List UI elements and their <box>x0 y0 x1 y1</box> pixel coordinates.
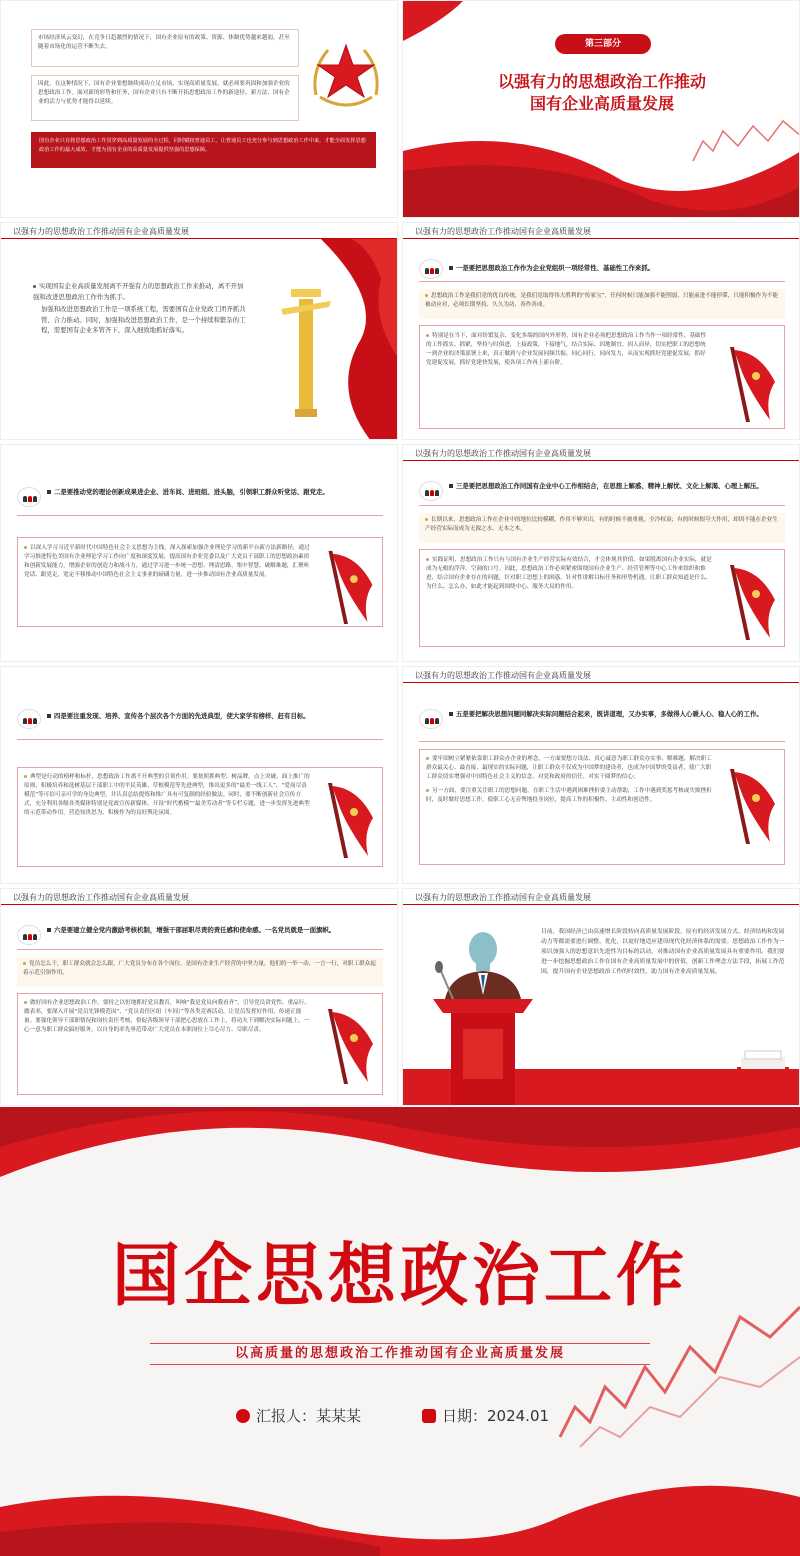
bullet-icon <box>33 285 36 288</box>
slide4-heading <box>449 263 789 273</box>
party-flag-icon <box>720 764 780 844</box>
text-box-1 <box>31 29 299 67</box>
people-icon <box>419 259 443 279</box>
bullet-icon <box>23 962 26 965</box>
date-text: 日期：2024.01 <box>442 1407 550 1425</box>
slide-9[interactable] <box>0 888 398 1106</box>
reporter-field <box>236 1405 361 1426</box>
cover-ribbon-decoration <box>0 1107 800 1556</box>
party-flag-icon <box>720 342 780 422</box>
slide-header <box>403 889 799 905</box>
slide-header <box>403 445 799 461</box>
divider <box>17 739 383 740</box>
bordered-box <box>17 993 383 1095</box>
bordered-box <box>419 325 785 429</box>
bullet-icon <box>426 558 429 561</box>
slide1-p2: 因此，在这种情况下，国有企业要想继续成功立足市场，实现高质量发展，就必须要巩固和加强企业的思想政治工作。面对新的形势和任务，国有企业只有不断开拓思想政治工作的新途径、新方法，国有企业的活力与优势才能得以延续。 <box>38 81 290 105</box>
slide9-cream <box>17 957 383 981</box>
slide-10[interactable] <box>402 888 800 1106</box>
calendar-icon <box>422 1409 436 1423</box>
party-flag-icon <box>720 560 780 640</box>
star-wreath-icon <box>306 35 386 115</box>
divider <box>419 741 785 742</box>
slide4-body <box>420 326 716 374</box>
slide5-body <box>18 538 318 586</box>
slide4-cream <box>419 289 785 313</box>
slide1-p3: 国有企业只有将思想政治工作贯穿到高质量发展的全过程，同时赋权普通员工，让普通员工也充分参与到思想政治工作中来，才能全面发挥思想政治工作的最大成效，才能为国有企业的高质量发展提供坚强的思想保障。 <box>39 138 366 153</box>
slide3-content <box>33 281 248 336</box>
party-flag-icon <box>318 778 378 858</box>
slide-header-title: 以强有力的思想政治工作推动国有企业高质量发展 <box>13 893 189 902</box>
slide6-cream <box>419 513 785 537</box>
book-stack-icon <box>733 1047 793 1087</box>
slide-5[interactable] <box>0 444 398 662</box>
cover-slide[interactable] <box>0 1107 800 1556</box>
slide6-heading <box>449 481 789 491</box>
slide-8[interactable] <box>402 666 800 884</box>
slide-7[interactable] <box>0 666 398 884</box>
divider <box>419 505 785 506</box>
slide6-body-text: 实践证明，思想政治工作只有与国有企业生产经营实际有效结合，才会体现其价值。如果脱离国有企业实际，就是成为无根的浮萍、空洞的口号。因此，思想政治工作必须紧密围绕国有企业生产、经营管理等中心工作来组织和推进，结合国有企业存在的问题，针对职工思想上的困惑，针对性讲解目标任务和形势机遇，让职工群众知道是什么、为什么、怎么办，如此才能起到围绕中心、服务大局的作用。 <box>426 557 712 590</box>
slide8-heading-text: 五是要把解决思想问题同解决实际问题结合起来，既讲道理，又办实事，多做得人心暖人心、稳人心的工作。 <box>456 710 763 718</box>
slide7-heading-text: 四是要注重发现、培养、宣传各个层次各个方面的先进典型，使大家学有榜样、赶有目标。 <box>54 712 310 720</box>
slide-3[interactable] <box>0 222 398 440</box>
slide8-b1 <box>420 750 720 787</box>
people-icon <box>17 487 41 507</box>
slide6-heading-text: 三是要把思想政治工作同国有企业中心工作相结合，在思想上解惑、精神上解忧、文化上解渴、心理上解压。 <box>456 482 763 490</box>
bordered-box <box>419 749 785 865</box>
slide3-p2: 加强和改进思想政治工作是一项系统工程，需要国有企业党政工团齐抓共管、合力推动。同时，加强和改进思想政治工作，是一个持续和繁杂的工程，需要国有企业多管齐下、深入细致地抓好落实。 <box>41 305 246 334</box>
slide-2-section[interactable] <box>402 0 800 218</box>
bordered-box <box>17 767 383 867</box>
square-bullet-icon <box>449 484 453 488</box>
slide-header <box>403 223 799 239</box>
cream-box <box>419 513 785 543</box>
text-box-2 <box>31 75 299 121</box>
slide4-body-text: 特别是在当下，面对纷繁复杂、变化多端的国内外形势，国有企业必须把思想政治工作当作一项经常性、基础性的工作抓实、抓紧，坚持与时俱进，上接政策，下接地气，结合实际、因地制宜、因人而异，切实把职工的思想统一到企业的决策部署上来，真正做到与企业发展同频共振、同心同行，同向发力，从而实现抓好党建促发展，抓好党建促发展，抓好党建快发展，使各项工作再上新台阶。 <box>426 333 707 366</box>
slide3-p1-text: 实现国有企业高质量发展离不开强有力的思想政治工作来推动，离不开加强和改进思想政治工作作为抓手。 <box>33 282 244 301</box>
slide-header <box>1 889 397 905</box>
square-bullet-icon <box>47 490 51 494</box>
cover-title: 国企思想政治工作 <box>111 1237 688 1316</box>
date-field <box>422 1405 549 1426</box>
bullet-icon <box>24 546 27 549</box>
section-title <box>403 71 800 115</box>
slide4-cream-text: 思想政治工作是我们党的优良传统，是我们党取得伟大胜利的“传家宝”，任何时候只能加强不能削弱，只能前进不能停滞，只能积极作为不能被动应对，必须长期坚持、久久为功、善作善成。 <box>425 293 779 308</box>
slide3-p1 <box>33 281 248 302</box>
slide9-heading <box>47 925 377 935</box>
slide9-cream-text: 党员怎么干，职工群众就会怎么跟。广大党员分布在各个岗位，是国有企业生产经营的中坚力量，他们的一举一动、一言一行，对职工群众起着示范引领作用。 <box>23 961 376 976</box>
slide-header-title: 以强有力的思想政治工作推动国有企业高质量发展 <box>415 671 591 680</box>
people-icon <box>17 709 41 729</box>
slide8-b1-text: 要牢固树立紧紧依靠职工群众办企业的理念，一方面要想方设法、真心诚意为职工群众办实事、解难题，解决职工群众最关心、最直接、最现实的实际问题，让职工群众不仅成为中国梦的建设者，也成为中国梦的受益者，使广大职工群众切实增强对中国特色社会主义的信念，对党和政府的信任、对实干圆梦的信心； <box>426 756 712 780</box>
cream-box <box>419 289 785 319</box>
bullet-icon <box>24 1001 27 1004</box>
slide10-body: 目前，我国经济已由高速增长阶段转向高质量发展阶段，原有的经济发展方式、经济结构和发展动力等都需要进行调整、优化，以更好地适应建设现代化经济体系的需要。思想政治工作作为一项以加强人的思想意识先进性为目标的活动，对推动国有企业高质量发展具有重要作用。我们要进一步挖掘思想政治工作在国有企业高质量发展中的价值，创新工作理念方法手段，拓展工作范围，提升国有企业思想政治工作的时效性，助力国有企业高质量发展。 <box>541 929 785 975</box>
bullet-icon <box>425 518 428 521</box>
divider <box>419 281 785 282</box>
people-icon <box>419 709 443 729</box>
slide8-b2 <box>420 787 720 805</box>
slide-header-title: 以强有力的思想政治工作推动国有企业高质量发展 <box>415 893 591 902</box>
square-bullet-icon <box>449 266 453 270</box>
divider <box>17 515 383 516</box>
user-icon <box>236 1409 250 1423</box>
slide5-heading <box>47 487 387 497</box>
slide-header-title: 以强有力的思想政治工作推动国有企业高质量发展 <box>415 227 591 236</box>
slide-1[interactable] <box>0 0 398 218</box>
bullet-icon <box>425 294 428 297</box>
slide5-heading-text: 二是要推动党的理论创新成果进企业、进车间、进班组、进头脑，引领职工群众听党话、跟党走。 <box>54 488 329 496</box>
slide8-b2-text: 另一方面，要注重关注职工的思想问题，在职工生活中遇到困难挫折要主动帮助，工作中遇到奖惩考核或失败挫折时，及时做好思想工作，使职工心无旁骛地投身岗位，提高工作的积极性、主动性和创造性。 <box>426 788 712 803</box>
slide4-heading-text: 一是要把思想政治工作作为企业党组织一项经常性、基础性工作来抓。 <box>456 264 655 272</box>
slide8-heading <box>449 709 779 719</box>
slide6-body <box>420 550 720 598</box>
bordered-box <box>17 537 383 627</box>
reporter-text: 汇报人：某某某 <box>256 1407 362 1425</box>
cover-subtitle: 以高质量的思想政治工作推动国有企业高质量发展 <box>150 1343 650 1365</box>
people-icon <box>17 925 41 945</box>
slide-header-title: 以强有力的思想政治工作推动国有企业高质量发展 <box>415 449 591 458</box>
bullet-icon <box>426 334 429 337</box>
slide6-cream-text: 长期以来，思想政治工作在企业中的地位比较模糊，作用不够突出。有的时候不被重视，全冷权衰；有的时候恨夸大作用，却因不能在企业生产经营实际而成为无源之水、无本之木。 <box>425 517 778 532</box>
cream-box <box>17 957 383 987</box>
section-title-line1: 以强有力的思想政治工作推动 <box>497 72 706 91</box>
party-flag-icon <box>318 1004 378 1084</box>
slide1-p1: 市场经济风云变幻，在竞争日趋激烈的情况下，国有企业原有的政策、资源、体制优势越来越弱，甚至随着市场化的运营不断失去。 <box>38 35 290 50</box>
people-icon <box>419 481 443 501</box>
slide7-body <box>18 768 318 823</box>
slide-header <box>403 667 799 683</box>
speaker-podium-image <box>423 929 543 1106</box>
section-title-line2: 国有企业高质量发展 <box>529 94 674 113</box>
slide7-body-text: 典型是行动的榜样和标杆，思想政治工作离不开典型的引领作用。要按照抓典型、树品牌，点上突破、面上推广的原则，积极培养和选树基层干部职工中的平民英雄、草根模范等先进典型，推出更多的“最美一线工人”、“爱岗尽责模范”等可信可亲可学的身边典型，并认真总结提炼和推广具有可复制的经验做法。同时，要不断创新社会宣传方式，充分利用各级各类媒体特别是党政宣传新媒体，开设“时代楷模”“最美劳动者”等专栏专题，进一步发挥先进典型的示范带动作用，营造知贵思为、积极作为的良好舆论氛围。 <box>24 774 310 816</box>
square-bullet-icon <box>449 712 453 716</box>
slide-header-title: 以强有力的思想政治工作推动国有企业高质量发展 <box>13 227 189 236</box>
slide-4[interactable] <box>402 222 800 440</box>
divider <box>17 949 383 950</box>
slide-6[interactable] <box>402 444 800 662</box>
slide7-heading <box>47 711 377 721</box>
square-bullet-icon <box>47 928 51 932</box>
slide-header <box>1 223 397 239</box>
slide9-heading-text: 六是要建立健全党内激励考核机制，增强干部屈职尽责的责任感和使命感。一名党员就是一面旗帜。 <box>54 926 336 934</box>
slide5-body-text: 以深入学习习近平新时代中国特色社会主义思想为主线，深入探索加强企业理论学习的新平台新方法新路径，通过学习推进特色美国有企业理论学习工作向广度和深度发展，提高国有企业党委以及广大党员干部职工的思想政治素质和创新发展能力，增强企业的创造力和战斗力，通过学习进一步统一思想、理清思路、集中智慧、破解难题，汇聚听党话、跟党走，宽定不移推动中国特色社会主义事业的磅礴力量，进一步推动国有企业高质量发展。 <box>24 545 310 578</box>
bullet-icon <box>426 757 429 760</box>
bordered-box <box>419 549 785 647</box>
party-flag-icon <box>318 546 378 624</box>
bullet-icon <box>24 775 27 778</box>
bullet-icon <box>426 789 429 792</box>
square-bullet-icon <box>47 714 51 718</box>
red-text-box <box>31 132 376 168</box>
slide9-body-text: 做好国有企业思想政治工作，要持之以恒地抓好党员教育，叫响“我是党员向我看齐”，引导党员讲党性、重品行、做表率，要深入开展“党员先锋模范岗”、“党员责任区组（车间）”等各类竞赛活动，让党员发挥好作用，传递正能量。要强化领导干部职情况和岗位责任考核，督促各级领导干部把心思放在工作上，将功夫下到解决实际问题上，一心一意为职工群众搞好服务，以自身的率先垂范带动广大党员在本职岗位上尽心尽力、尽职尽责。 <box>24 1000 310 1033</box>
slide9-body <box>18 994 318 1040</box>
red-curtain-pillar-image <box>251 239 398 440</box>
section-badge: 第三部分 <box>555 34 651 54</box>
